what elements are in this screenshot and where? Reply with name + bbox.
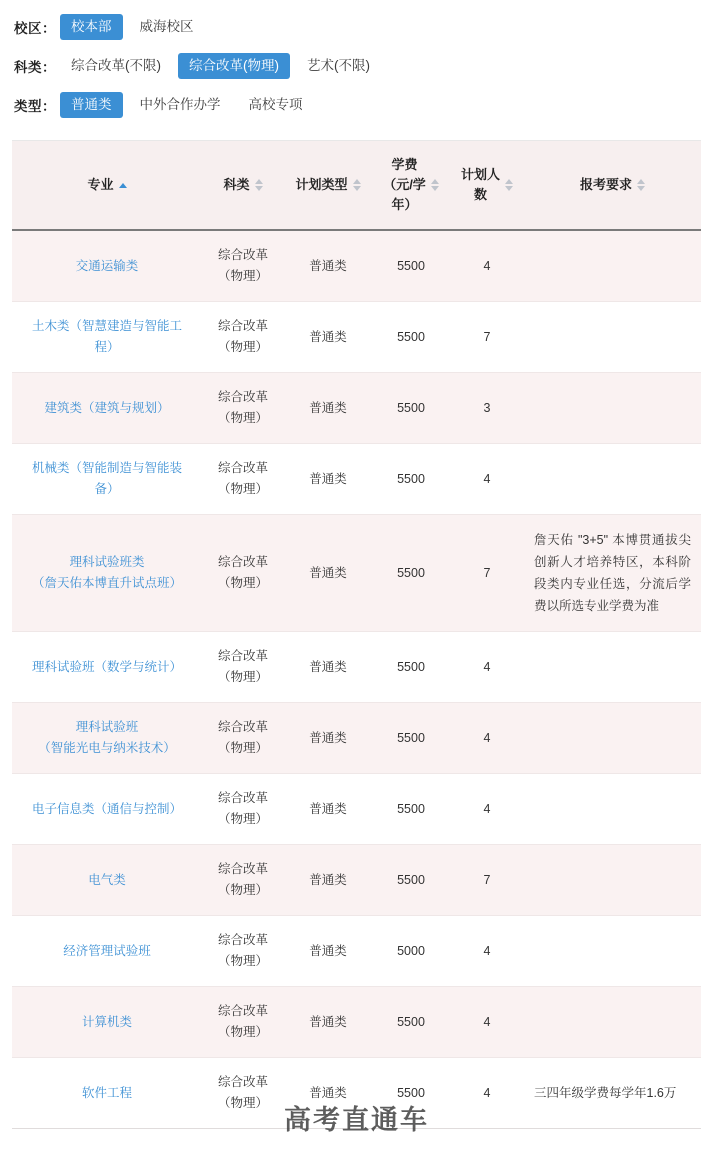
cell-fee: 5500 [372,632,450,703]
cell-plan-type: 普通类 [284,916,372,987]
cell-kelei [202,302,284,373]
table-row [12,515,701,632]
cell-requirement [524,632,701,703]
kelei-line: 综合改革 [217,390,268,404]
cell-major [12,916,202,987]
cell-kelei [202,987,284,1058]
sort-toggle-icon[interactable] [505,179,513,191]
major-line: 交通运输类 [75,258,139,273]
cell-fee: 5500 [372,444,450,515]
cell-fee: 5500 [372,774,450,845]
filter-chip-type-0[interactable]: 普通类 [60,92,123,118]
table-row [12,632,701,703]
filter-chip-campus-1[interactable]: 威海校区 [139,19,194,34]
column-header-major-label: 专业 [87,177,114,192]
sort-toggle-icon[interactable] [637,179,645,191]
cell-requirement [524,230,701,302]
cell-plan-num: 4 [450,916,524,987]
major-link[interactable] [18,1083,196,1104]
major-link[interactable] [18,657,196,678]
cell-plan-type: 普通类 [284,515,372,632]
kelei-line: 综合改革 [217,649,268,663]
kelei-line: 综合改革 [217,461,268,475]
filter-chip-subject-2[interactable]: 艺术(不限) [307,58,370,73]
cell-requirement: 三四年级学费每学年1.6万 [524,1058,701,1129]
cell-plan-num: 3 [450,373,524,444]
major-link[interactable] [18,552,196,594]
major-link[interactable] [18,717,196,759]
kelei-line: 综合改革 [217,319,268,333]
cell-kelei [202,916,284,987]
cell-major [12,373,202,444]
cell-fee: 5500 [372,987,450,1058]
cell-plan-type: 普通类 [284,987,372,1058]
table-header-row [12,141,701,230]
column-header-plan-num-line-1: 数 [473,187,487,202]
kelei-line: 综合改革 [217,791,268,805]
filter-chip-type-1[interactable]: 中外合作办学 [139,97,221,112]
major-link[interactable] [18,458,196,500]
cell-plan-num: 7 [450,515,524,632]
cell-plan-type: 普通类 [284,444,372,515]
cell-plan-type: 普通类 [284,632,372,703]
cell-plan-type: 普通类 [284,845,372,916]
cell-requirement: 詹天佑 "3+5" 本博贯通拔尖创新人才培养特区，本科阶段类内专业任选，分流后学费以所选专业学费为准 [524,515,701,632]
filter-row-type [14,92,699,118]
major-line: 理科试验班（数学与统计） [31,659,182,674]
kelei-line: （物理） [217,954,268,968]
column-header-requirement-label: 报考要求 [579,177,632,192]
table-row [12,916,701,987]
kelei-line: （物理） [217,411,268,425]
major-line: 理科试验班类 [69,555,145,569]
filter-chip-subject-0[interactable]: 综合改革(不限) [71,58,161,73]
major-link[interactable] [18,256,196,277]
filter-options-campus [60,14,211,40]
major-line: 电气类 [88,872,126,887]
kelei-line: 综合改革 [217,720,268,734]
cell-plan-type: 普通类 [284,230,372,302]
cell-major [12,845,202,916]
major-line: （智能光电与纳米技术） [38,741,176,755]
cell-plan-num: 7 [450,302,524,373]
major-line: 经济管理试验班 [63,943,151,958]
column-header-kelei-label: 科类 [223,177,250,192]
column-header-fee-line-0: 学费 [391,157,418,172]
kelei-line: （物理） [217,670,268,684]
major-line: 软件工程 [81,1085,132,1100]
major-line: 理科试验班 [75,720,139,734]
table-row [12,703,701,774]
cell-plan-num: 4 [450,987,524,1058]
kelei-line: （物理） [217,883,268,897]
table-row [12,302,701,373]
filter-chip-subject-1[interactable]: 综合改革(物理) [178,53,290,79]
sort-toggle-icon[interactable] [353,179,361,191]
major-link[interactable] [18,1012,196,1033]
cell-requirement [524,916,701,987]
cell-fee: 5500 [372,230,450,302]
cell-fee: 5500 [372,845,450,916]
kelei-line: 综合改革 [217,862,268,876]
kelei-line: （物理） [217,1096,268,1110]
cell-kelei [202,230,284,302]
cell-kelei [202,845,284,916]
kelei-line: （物理） [217,741,268,755]
cell-plan-num: 4 [450,703,524,774]
sort-ascending-icon[interactable] [119,183,127,188]
cell-plan-type: 普通类 [284,302,372,373]
cell-requirement [524,845,701,916]
cell-plan-num: 4 [450,444,524,515]
cell-fee: 5500 [372,703,450,774]
cell-major [12,1058,202,1129]
major-line: 备） [94,482,120,496]
cell-plan-num: 4 [450,632,524,703]
cell-plan-num: 4 [450,1058,524,1129]
filter-panel [0,0,713,118]
column-header-fee[interactable] [372,141,450,230]
table-row [12,444,701,515]
major-link[interactable] [18,398,196,419]
column-header-fee-line-2: 年） [391,197,418,212]
cell-major [12,632,202,703]
filter-label-subject-category: 科类： [14,60,56,75]
column-header-kelei[interactable] [202,141,284,230]
major-line: 建筑类（建筑与规划） [44,400,170,415]
cell-requirement [524,373,701,444]
kelei-line: （物理） [217,340,268,354]
kelei-line: （物理） [217,482,268,496]
cell-fee: 5500 [372,1058,450,1129]
cell-kelei [202,373,284,444]
major-line: 土木类（智慧建造与智能工 [31,319,182,333]
column-header-plan-type[interactable] [284,141,372,230]
cell-fee: 5500 [372,302,450,373]
cell-major [12,515,202,632]
kelei-line: 综合改革 [217,1075,268,1089]
column-header-fee-line-1: （元/学 [383,177,426,192]
major-link[interactable] [18,316,196,358]
cell-requirement [524,302,701,373]
column-header-major[interactable] [12,141,202,230]
major-line: （詹天佑本博直升试点班） [31,576,182,590]
cell-major [12,987,202,1058]
table-row [12,987,701,1058]
filter-label-campus: 校区： [14,21,56,36]
cell-requirement [524,774,701,845]
filter-chip-type-2[interactable]: 高校专项 [248,97,303,112]
major-line: 程） [94,340,120,354]
column-header-plan-num[interactable] [450,141,524,230]
cell-plan-type: 普通类 [284,1058,372,1129]
cell-fee: 5000 [372,916,450,987]
cell-fee: 5500 [372,373,450,444]
column-header-plan-type-label: 计划类型 [295,177,348,192]
cell-major [12,444,202,515]
cell-kelei [202,515,284,632]
filter-options-subject-category [60,53,387,79]
table-head [12,141,701,230]
cell-plan-num: 7 [450,845,524,916]
cell-plan-type: 普通类 [284,774,372,845]
cell-requirement [524,444,701,515]
cell-requirement [524,987,701,1058]
filter-chip-campus-0[interactable]: 校本部 [60,14,123,40]
majors-table [12,141,701,1128]
cell-requirement [524,703,701,774]
cell-major [12,230,202,302]
kelei-line: 综合改革 [217,1004,268,1018]
kelei-line: 综合改革 [217,933,268,947]
cell-plan-type: 普通类 [284,373,372,444]
filter-row-campus [14,14,699,40]
kelei-line: （物理） [217,576,268,590]
cell-kelei [202,774,284,845]
filter-row-subject-category [14,53,699,79]
cell-kelei [202,703,284,774]
major-line: 机械类（智能制造与智能装 [31,461,182,475]
cell-kelei [202,444,284,515]
watermark: 高考直通车 [284,1105,429,1136]
kelei-line: 综合改革 [217,248,268,262]
cell-fee: 5500 [372,515,450,632]
major-line: 电子信息类（通信与控制） [31,801,182,816]
table-row [12,1058,701,1129]
cell-major [12,302,202,373]
major-link[interactable] [18,799,196,820]
cell-plan-type: 普通类 [284,703,372,774]
major-link[interactable] [18,870,196,891]
cell-major [12,703,202,774]
majors-table-wrapper [12,140,701,1129]
major-link[interactable] [18,941,196,962]
major-line: 计算机类 [81,1014,132,1029]
cell-kelei [202,632,284,703]
cell-plan-num: 4 [450,230,524,302]
filter-options-type [60,92,320,118]
table-row [12,845,701,916]
table-row [12,373,701,444]
cell-major [12,774,202,845]
kelei-line: 综合改革 [217,555,268,569]
table-row [12,230,701,302]
cell-plan-num: 4 [450,774,524,845]
table-body [12,230,701,1128]
kelei-line: （物理） [217,269,268,283]
column-header-requirement[interactable] [524,141,701,230]
cell-kelei [202,1058,284,1129]
kelei-line: （物理） [217,812,268,826]
filter-label-type: 类型： [14,99,56,114]
column-header-plan-num-line-0: 计划人 [460,167,500,182]
kelei-line: （物理） [217,1025,268,1039]
table-row [12,774,701,845]
sort-toggle-icon[interactable] [431,179,439,191]
sort-toggle-icon[interactable] [255,179,263,191]
